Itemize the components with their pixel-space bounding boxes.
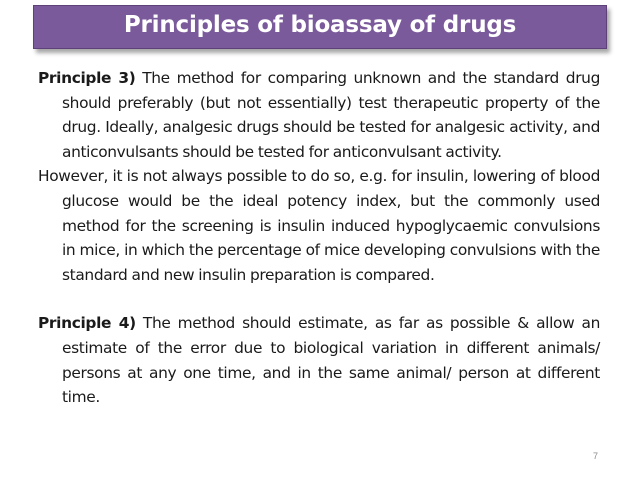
insulin-example-text: However, it is not always possible to do so, e.g. for insulin, lowering of blood glucose would be the ideal potency index, but the commonly used method for the screening is insulin induced hypoglycaemic convulsions in mice, in which the percentage of mice developing convulsions with the standard and new insulin preparation is compared. — [38, 167, 600, 284]
principle-4-label: Principle 4) — [38, 314, 136, 333]
paragraph-insulin-example — [38, 164, 600, 287]
principle-4-text: The method should estimate, as far as possible & allow an estimate of the error due to biological variation in different animals/ persons at any one time, and in the same animal/ person at different time. — [62, 314, 600, 407]
title-bar — [33, 5, 607, 49]
principle-3-label: Principle 3) — [38, 69, 136, 87]
slide-title: Principles of bioassay of drugs — [123, 12, 517, 38]
paragraph-principle-3 — [38, 66, 600, 164]
page-number: 7 — [592, 451, 598, 461]
paragraph-spacer — [38, 287, 600, 311]
slide-content — [38, 66, 600, 410]
paragraph-principle-4 — [38, 311, 600, 409]
principle-3-text: The method for comparing unknown and the standard drug should preferably (but not essentially) test therapeutic property of the drug. Ideally, analgesic drugs should be tested for analgesic activity, and anticonvulsants should be tested for anticonvulsant activity. — [62, 69, 600, 161]
